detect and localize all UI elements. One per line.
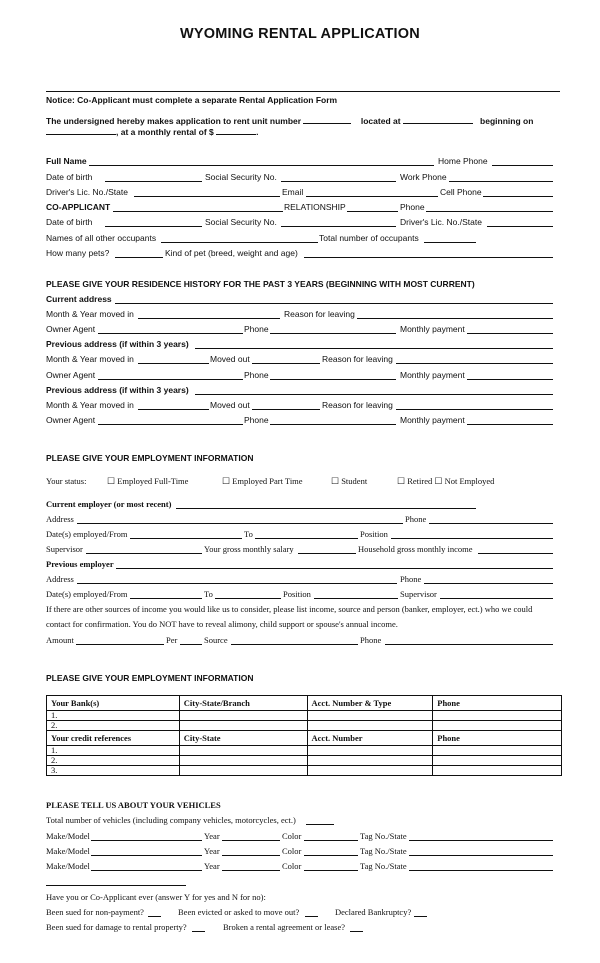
table-cell[interactable]: 2.: [47, 756, 180, 766]
bankruptcy-field[interactable]: [414, 916, 427, 917]
table-header: Phone: [433, 731, 562, 746]
table-row[interactable]: [47, 746, 562, 756]
moved-in-field-2[interactable]: [138, 363, 209, 364]
other-income-text-2: contact for confirmation. You do NOT have to reveal alimony, child support or spouse's annual income.: [46, 619, 398, 629]
checkbox-icon[interactable]: ☐: [222, 476, 231, 486]
payment-field[interactable]: [467, 333, 553, 334]
previous-employer-field[interactable]: [116, 568, 553, 569]
pet-kind-field[interactable]: [304, 257, 553, 258]
history-question: Have you or Co-Applicant ever (answer Y for yes and N for no):: [46, 892, 266, 902]
year-field-1[interactable]: [222, 840, 280, 841]
color-field-1[interactable]: [304, 840, 358, 841]
dates-from-label-2: Date(s) employed/From: [46, 589, 128, 599]
make-label-1: Make/Model: [46, 831, 90, 841]
previous-address-label-2: Previous address (if within 3 years): [46, 385, 189, 395]
full-name-field[interactable]: [89, 165, 434, 166]
pets-field[interactable]: [115, 257, 163, 258]
ssn-field[interactable]: [281, 181, 396, 182]
owner-label: Owner Agent: [46, 324, 96, 334]
table-cell[interactable]: [433, 721, 562, 731]
position-label-2: Position: [283, 589, 311, 599]
table-cell[interactable]: [307, 766, 433, 776]
payment-field-2[interactable]: [467, 379, 553, 380]
reason-field-3[interactable]: [396, 409, 553, 410]
table-row[interactable]: [47, 721, 562, 731]
table-header: Your Bank(s): [47, 696, 180, 711]
table-cell[interactable]: [307, 756, 433, 766]
cell-label: Cell Phone: [440, 187, 482, 197]
occupants-label: Names of all other occupants: [46, 233, 157, 243]
reason-label-2: Reason for leaving: [322, 354, 393, 364]
color-field-3[interactable]: [304, 870, 358, 871]
option-full-time[interactable]: ☐ Employed Full-Time: [107, 476, 189, 486]
dob-field[interactable]: [105, 181, 202, 182]
moved-out-label: Moved out: [210, 354, 250, 364]
table-cell[interactable]: [179, 756, 307, 766]
amount-field[interactable]: [76, 644, 164, 645]
table-header: Phone: [433, 696, 562, 711]
previous-address-field-2[interactable]: [195, 394, 553, 395]
owner-phone-field[interactable]: [270, 333, 396, 334]
total-vehicles-field[interactable]: [306, 824, 334, 825]
dl-field[interactable]: [134, 196, 280, 197]
sued-nonpayment-field[interactable]: [148, 916, 161, 917]
cell-field[interactable]: [483, 196, 553, 197]
reason-label: Reason for leaving: [284, 309, 355, 319]
table-header: Your credit references: [47, 731, 180, 746]
dl2-label: Driver's Lic. No./State: [400, 217, 482, 227]
table-cell[interactable]: [179, 711, 307, 721]
total-vehicles-label: Total number of vehicles (including company vehicles, motorcycles, ect.): [46, 815, 296, 825]
dob-label: Date of birth: [46, 172, 93, 182]
unit-number-field[interactable]: [303, 114, 351, 124]
owner-phone-field-2[interactable]: [270, 379, 396, 380]
color-label-1: Color: [282, 831, 302, 841]
tag-label-1: Tag No./State: [360, 831, 407, 841]
table-cell[interactable]: [179, 766, 307, 776]
intro-line-1: The undersigned hereby makes application to rent unit number located at beginning on: [46, 116, 534, 126]
dl-label: Driver's Lic. No./State: [46, 187, 128, 197]
table-cell[interactable]: [179, 746, 307, 756]
owner-field-3[interactable]: [98, 424, 243, 425]
reason-field[interactable]: [357, 318, 553, 319]
work-phone-label: Work Phone: [400, 172, 447, 182]
evicted-label: Been evicted or asked to move out?: [178, 907, 300, 917]
supervisor-field[interactable]: [86, 553, 202, 554]
status-label: Your status:: [46, 476, 87, 486]
evicted-field[interactable]: [305, 916, 318, 917]
source-label: Source: [204, 635, 228, 645]
household-income-field[interactable]: [478, 553, 553, 554]
co-applicant-field[interactable]: [113, 211, 283, 212]
owner-phone-field-3[interactable]: [270, 424, 396, 425]
table-cell[interactable]: [307, 721, 433, 731]
tag-field-1[interactable]: [409, 840, 553, 841]
total-occupants-label: Total number of occupants: [319, 233, 419, 243]
reason-field-2[interactable]: [396, 363, 553, 364]
payment-label: Monthly payment: [400, 324, 465, 334]
employer-phone-label-2: Phone: [400, 574, 422, 584]
home-phone-field[interactable]: [492, 165, 553, 166]
table-cell[interactable]: 2.: [47, 721, 180, 731]
begin-date-field[interactable]: [46, 125, 116, 135]
full-name-label: Full Name: [46, 156, 87, 166]
dob2-field[interactable]: [105, 226, 202, 227]
relationship-label: RELATIONSHIP: [284, 202, 346, 212]
moved-in-label-3: Month & Year moved in: [46, 400, 134, 410]
payment-label-2: Monthly payment: [400, 370, 465, 380]
moved-in-label-2: Month & Year moved in: [46, 354, 134, 364]
employment-heading: PLEASE GIVE YOUR EMPLOYMENT INFORMATION: [46, 453, 254, 463]
year-label-3: Year: [204, 861, 220, 871]
option-student[interactable]: ☐ Student: [331, 476, 368, 486]
payment-field-3[interactable]: [467, 424, 553, 425]
table-header: Acct. Number & Type: [307, 696, 433, 711]
to-field[interactable]: [255, 538, 358, 539]
payment-label-3: Monthly payment: [400, 415, 465, 425]
moved-in-field[interactable]: [138, 318, 280, 319]
checkbox-icon[interactable]: ☐: [434, 476, 443, 486]
previous-employer-label: Previous employer: [46, 559, 114, 569]
page-title: WYOMING RENTAL APPLICATION: [180, 26, 420, 42]
table-cell[interactable]: [433, 711, 562, 721]
make-field-2[interactable]: [91, 855, 202, 856]
source-phone-field[interactable]: [385, 644, 553, 645]
other-income-text-1: If there are other sources of income you would like us to consider, please list income, source and person (banker, employer, ect.) who we could: [46, 604, 533, 614]
owner-label-2: Owner Agent: [46, 370, 96, 380]
table-header: City-State/Branch: [179, 696, 307, 711]
bank-credit-table: [46, 695, 562, 776]
dates-from-field[interactable]: [130, 538, 242, 539]
total-occupants-field[interactable]: [424, 242, 476, 243]
ssn2-field[interactable]: [281, 226, 396, 227]
reason-label-3: Reason for leaving: [322, 400, 393, 410]
co-applicant-label: CO-APPLICANT: [46, 202, 111, 212]
table-cell[interactable]: [307, 746, 433, 756]
table-cell[interactable]: [179, 721, 307, 731]
to-label-2: To: [204, 589, 213, 599]
employer-phone-field[interactable]: [429, 523, 553, 524]
household-income-label: Household gross monthly income: [358, 544, 473, 554]
current-employer-field[interactable]: [176, 508, 476, 509]
owner-phone-label-2: Phone: [244, 370, 269, 380]
employer-phone-label: Phone: [405, 514, 427, 524]
occupants-field[interactable]: [161, 242, 318, 243]
supervisor-label-2: Supervisor: [400, 589, 437, 599]
vehicles-heading: PLEASE TELL US ABOUT YOUR VEHICLES: [46, 800, 221, 810]
email-label: Email: [282, 187, 304, 197]
color-label-2: Color: [282, 846, 302, 856]
broken-lease-field[interactable]: [350, 931, 363, 932]
current-address-label: Current address: [46, 294, 112, 304]
pet-kind-label: Kind of pet (breed, weight and age): [165, 248, 298, 258]
moved-out-field[interactable]: [252, 363, 320, 364]
located-at-field[interactable]: [403, 114, 473, 124]
monthly-rental-field[interactable]: [216, 125, 256, 135]
address-label-2: Address: [46, 574, 74, 584]
bank-heading: PLEASE GIVE YOUR EMPLOYMENT INFORMATION: [46, 673, 254, 683]
phone-field[interactable]: [426, 211, 553, 212]
work-phone-field[interactable]: [449, 181, 553, 182]
option-retired[interactable]: ☐ Retired ☐ Not Employed: [397, 476, 495, 486]
owner-label-3: Owner Agent: [46, 415, 96, 425]
checkbox-icon[interactable]: ☐: [331, 476, 340, 486]
notice-text: Notice: Co-Applicant must complete a separate Rental Application Form: [46, 95, 338, 105]
sued-damage-field[interactable]: [192, 931, 205, 932]
table-cell[interactable]: 1.: [47, 711, 180, 721]
pets-label: How many pets?: [46, 248, 110, 258]
address-field[interactable]: [77, 523, 403, 524]
intro-line-2: , at a monthly rental of $ .: [46, 125, 259, 137]
to-field-2[interactable]: [215, 598, 281, 599]
current-address-field[interactable]: [115, 303, 553, 304]
owner-phone-label-3: Phone: [244, 415, 269, 425]
moved-in-label: Month & Year moved in: [46, 309, 134, 319]
dob2-label: Date of birth: [46, 217, 93, 227]
gross-salary-field[interactable]: [298, 553, 356, 554]
previous-address-label: Previous address (if within 3 years): [46, 339, 189, 349]
previous-address-field[interactable]: [195, 348, 553, 349]
make-field-3[interactable]: [91, 870, 202, 871]
to-label: To: [244, 529, 253, 539]
supervisor-label: Supervisor: [46, 544, 83, 554]
table-cell[interactable]: [433, 766, 562, 776]
tag-label-2: Tag No./State: [360, 846, 407, 856]
color-field-2[interactable]: [304, 855, 358, 856]
owner-field[interactable]: [98, 333, 243, 334]
table-cell[interactable]: 3.: [47, 766, 180, 776]
tag-label-3: Tag No./State: [360, 861, 407, 871]
table-cell[interactable]: [433, 746, 562, 756]
address-label: Address: [46, 514, 74, 524]
divider: [46, 91, 560, 92]
phone-label: Phone: [400, 202, 425, 212]
email-field[interactable]: [306, 196, 438, 197]
moved-out-field-2[interactable]: [252, 409, 320, 410]
position-field[interactable]: [391, 538, 553, 539]
per-label: Per: [166, 635, 178, 645]
checkbox-icon[interactable]: ☐: [107, 476, 116, 486]
dl2-field[interactable]: [487, 226, 553, 227]
supervisor-field-2[interactable]: [440, 598, 553, 599]
make-label-2: Make/Model: [46, 846, 90, 856]
tag-field-3[interactable]: [409, 870, 553, 871]
table-header: Acct. Number: [307, 731, 433, 746]
owner-field-2[interactable]: [98, 379, 243, 380]
employer-phone-field-2[interactable]: [424, 583, 553, 584]
sued-nonpayment-label: Been sued for non-payment?: [46, 907, 144, 917]
color-label-3: Color: [282, 861, 302, 871]
address-field-2[interactable]: [77, 583, 397, 584]
ssn2-label: Social Security No.: [205, 217, 277, 227]
sued-damage-label: Been sued for damage to rental property?: [46, 922, 187, 932]
per-field[interactable]: [180, 644, 202, 645]
dates-from-field-2[interactable]: [130, 598, 202, 599]
table-header: City-State: [179, 731, 307, 746]
year-label-2: Year: [204, 846, 220, 856]
bankruptcy-label: Declared Bankruptcy?: [335, 907, 412, 917]
option-part-time[interactable]: ☐ Employed Part Time: [222, 476, 303, 486]
table-row[interactable]: [47, 711, 562, 721]
current-employer-label: Current employer (or most recent): [46, 499, 172, 509]
position-label: Position: [360, 529, 388, 539]
relationship-field[interactable]: [347, 211, 398, 212]
moved-out-label-2: Moved out: [210, 400, 250, 410]
table-cell[interactable]: 1.: [47, 746, 180, 756]
table-cell[interactable]: [433, 756, 562, 766]
tag-field-2[interactable]: [409, 855, 553, 856]
source-phone-label: Phone: [360, 635, 382, 645]
residence-heading: PLEASE GIVE YOUR RESIDENCE HISTORY FOR THE PAST 3 YEARS (BEGINNING WITH MOST CURRENT): [46, 279, 475, 289]
make-field-1[interactable]: [91, 840, 202, 841]
position-field-2[interactable]: [314, 598, 398, 599]
divider: [46, 885, 186, 886]
table-row[interactable]: [47, 766, 562, 776]
broken-lease-label: Broken a rental agreement or lease?: [223, 922, 346, 932]
table-row: [47, 696, 562, 711]
year-field-3[interactable]: [222, 870, 280, 871]
amount-label: Amount: [46, 635, 74, 645]
moved-in-field-3[interactable]: [138, 409, 209, 410]
source-field[interactable]: [231, 644, 358, 645]
table-row: [47, 731, 562, 746]
make-label-3: Make/Model: [46, 861, 90, 871]
year-field-2[interactable]: [222, 855, 280, 856]
table-row[interactable]: [47, 756, 562, 766]
owner-phone-label: Phone: [244, 324, 269, 334]
table-cell[interactable]: [307, 711, 433, 721]
year-label-1: Year: [204, 831, 220, 841]
home-phone-label: Home Phone: [438, 156, 488, 166]
ssn-label: Social Security No.: [205, 172, 277, 182]
gross-salary-label: Your gross monthly salary: [204, 544, 294, 554]
checkbox-icon[interactable]: ☐: [397, 476, 406, 486]
dates-from-label: Date(s) employed/From: [46, 529, 128, 539]
